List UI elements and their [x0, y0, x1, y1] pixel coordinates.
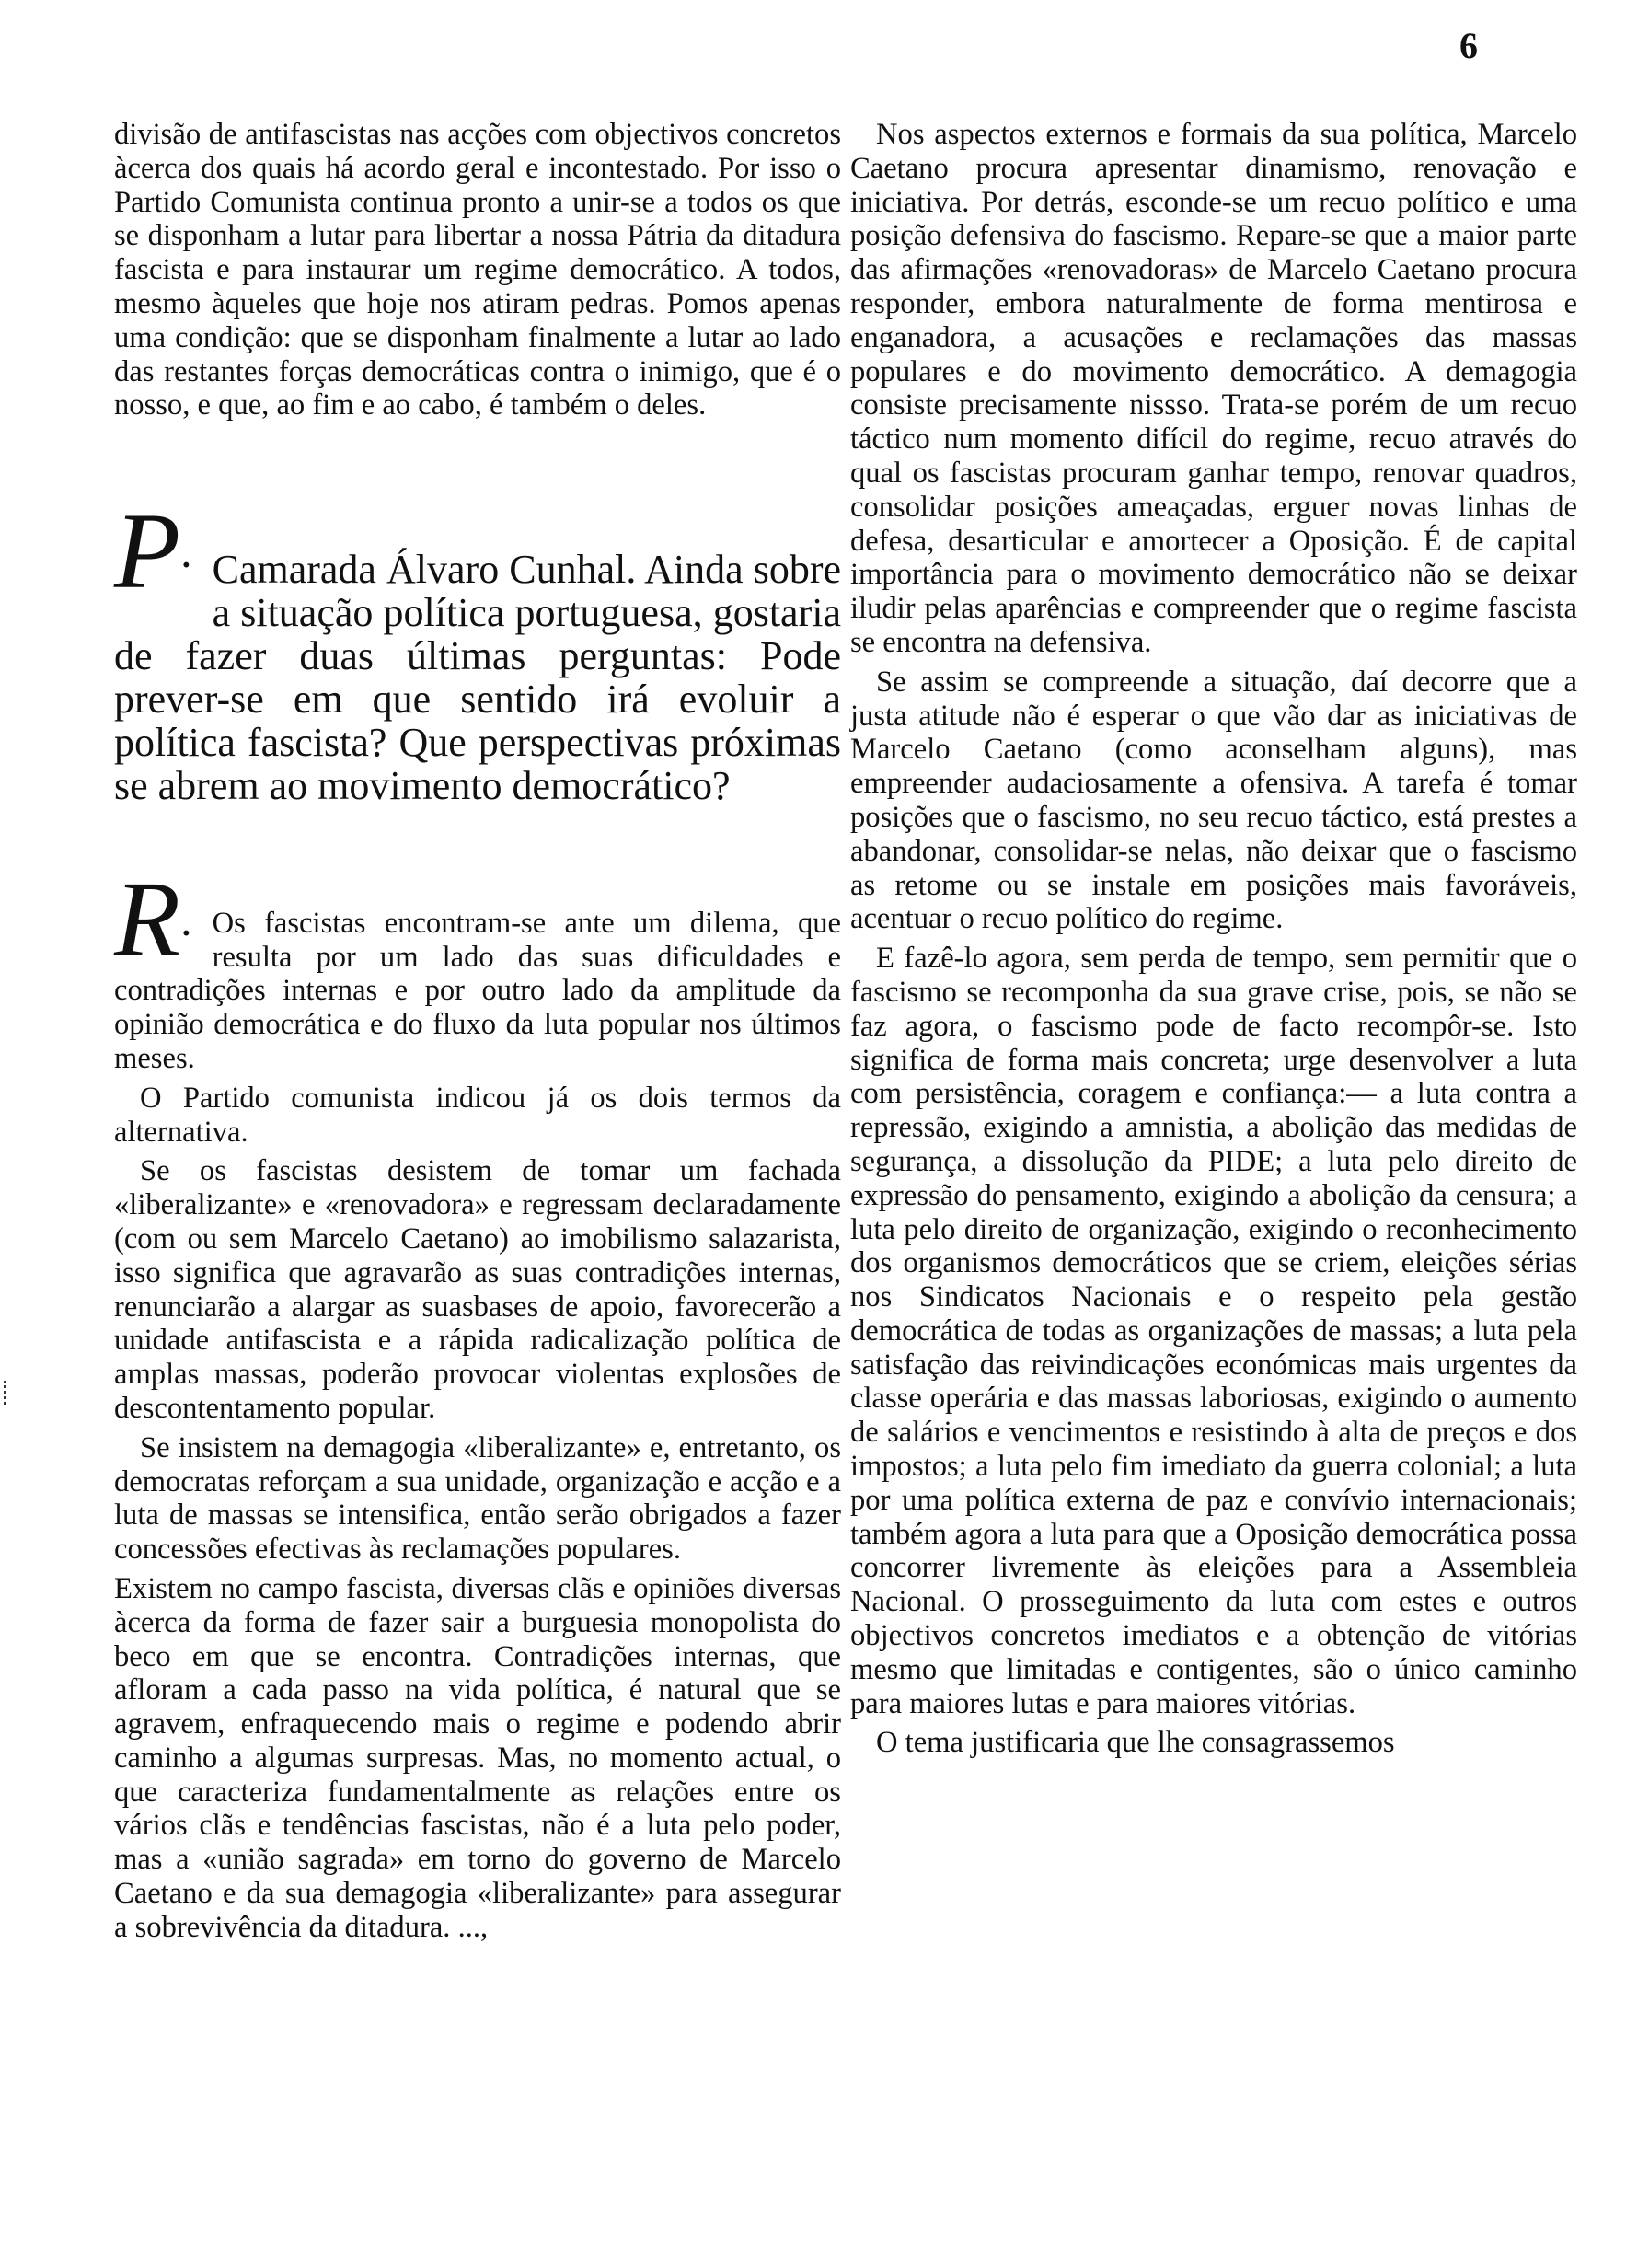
- interview-question: [114, 461, 841, 807]
- right-column: [850, 118, 1577, 1765]
- question-marker: P.: [114, 491, 192, 612]
- answer-marker: R.: [114, 858, 192, 979]
- paragraph: Se assim se compreende a situação, daí decorre que a justa atitude não é esperar o que vão dar as iniciativas de Marcelo Caetano (como aconselham alguns), mas empreender audaciosamente a ofensiva. A tarefa é tomar posições que o fascismo, no seu recuo táctico, está prestes a abandonar, consolidar-se nelas, não deixar que o fascismo as retome ou se instale em posições mais favoráveis, acentuar o recuo político do regime.: [850, 665, 1577, 936]
- paragraph: O tema justificaria que lhe consagrassemos: [876, 1726, 1395, 1760]
- left-column: [114, 118, 841, 1950]
- interview-answer: [114, 839, 841, 1076]
- page-number: 6: [1459, 25, 1478, 66]
- question-text: Camarada Álvaro Cunhal. Ainda sobre a situação política portuguesa, gostaria de fazer duas últimas perguntas: Pode prever-se em que sentido irá evoluir a política fascista? Que perspectivas próximas se abrem ao movimento democrático?: [114, 547, 841, 809]
- paragraph: Existem no campo fascista, diversas clãs e opiniões diversas àcerca da forma de fazer sair a burguesia monopolista do beco em que se encontra. Contradições internas, que afloram a cada passo na vida política, é natural que se agravem, enfraquecendo mais o regime e podendo abrir caminho a algumas surpresas. Mas, no momento actual, o que caracteriza fundamentalmente as relações entre os vários clãs e tendências fascistas, não é a luta pelo poder, mas a «união sagrada» em torno do governo de Marcelo Caetano e da sua demagogia «liberalizante» para assegurar a sobrevivência da ditadura. ...,: [114, 1571, 841, 1944]
- intro-paragraph: divisão de antifascistas nas acções com objectivos concretos àcerca dos quais há acordo geral e incontestado. Por isso o Partido Comunista continua pronto a unir-se a todos os que se disponham a lutar para libertar a nossa Pátria da ditadura fascista e para instaurar um regime democrático. A todos, mesmo àqueles que hoje nos atiram pedras. Pomos apenas uma condição: que se disponham finalmente a lutar ao lado das restantes forças democráticas contra o inimigo, que é o nosso, e que, ao fim e ao cabo, é também o deles.: [114, 118, 841, 422]
- paragraph: Nos aspectos externos e formais da sua política, Marcelo Caetano procura apresentar dinamismo, renovação e iniciativa. Por detrás, esconde-se um recuo político e uma posição defensiva do fascismo. Repare-se que a maior parte das afirmações «renovadoras» de Marcelo Caetano procura responder, embora naturalmente de forma mentirosa e enganadora, a acusações e reclamações das massas populares e do movimento democrático. A demagogia consiste precisamente nissso. Trata-se porém de um recuo táctico num momento difícil do regime, recuo através do qual os fascistas procuram ganhar tempo, renovar quadros, consolidar posições ameaçadas, erguer novas linhas de defesa, desarticular e amortecer a Oposição. É de capital importância para o movimento democrático não se deixar iludir pelas aparências e compreender que o regime fascista se encontra na defensiva.: [850, 118, 1577, 659]
- paragraph: E fazê-lo agora, sem perda de tempo, sem permitir que o fascismo se recomponha da sua grave crise, pois, se não se faz agora, o fascismo pode de facto recompôr-se. Isto significa de forma mais concreta; urge desenvolver a luta com persistência, coragem e confiança:— a luta contra a repressão, exigindo a amnistia, a abolição das medidas de segurança, a dissolução da PIDE; a luta pelo direito de expressão do pensamento, exigindo a abolição da censura; a luta pelo direito de organização, exigindo o reconhecimento dos organismos democráticos que se criem, eleições sérias nos Sindicatos Nacionais e o respeito pela gestão democrática de todas as organizações de massas; a luta pela satisfação das reivindicações económicas mais urgentes da classe operária e das massas laboriosas, exigindo o aumento de salários e vencimentos e resistindo à alta de preços e dos impostos; a luta pelo fim imediato da guerra colonial; a luta por uma política externa de paz e convívio internacionais; também agora a luta para que a Oposição democrática possa concorrer livremente às eleições para a Assembleia Nacional. O prosseguimento da luta com estes e outros objectivos concretos imediatos e a obtenção de vitórias mesmo que limitadas e contigentes, são o único caminho para maiores lutas e para maiores vitórias.: [850, 942, 1577, 1720]
- paragraph: Se os fascistas desistem de tomar um fachada «liberalizante» e «renovadora» e regressam declaradamente (com ou sem Marcelo Caetano) ao imobilismo salazarista, isso significa que agravarão as suas contradições internas, renunciarão a alargar as suasbases de apoio, favorecerão a unidade antifascista e a rápida radicalização política de amplas massas, poderão provocar violentas explosões de descontentamento popular.: [114, 1154, 841, 1425]
- paragraph: O Partido comunista indicou já os dois termos da alternativa.: [114, 1081, 841, 1149]
- answer-text: Os fascistas encontram-se ante um dilema, que resulta por um lado das suas dificuldades e contradições internas e por outro lado da amplitude da opinião democrática e do fluxo da luta popular nos últimos meses.: [114, 906, 841, 1075]
- margin-mark: [4, 1381, 10, 1405]
- paragraph: Se insistem na demagogia «liberalizante» e, entretanto, os democratas reforçam a sua unidade, organização e acção e a luta de massas se intensifica, então serão obrigados a fazer concessões efectivas às reclamações populares.: [114, 1430, 841, 1567]
